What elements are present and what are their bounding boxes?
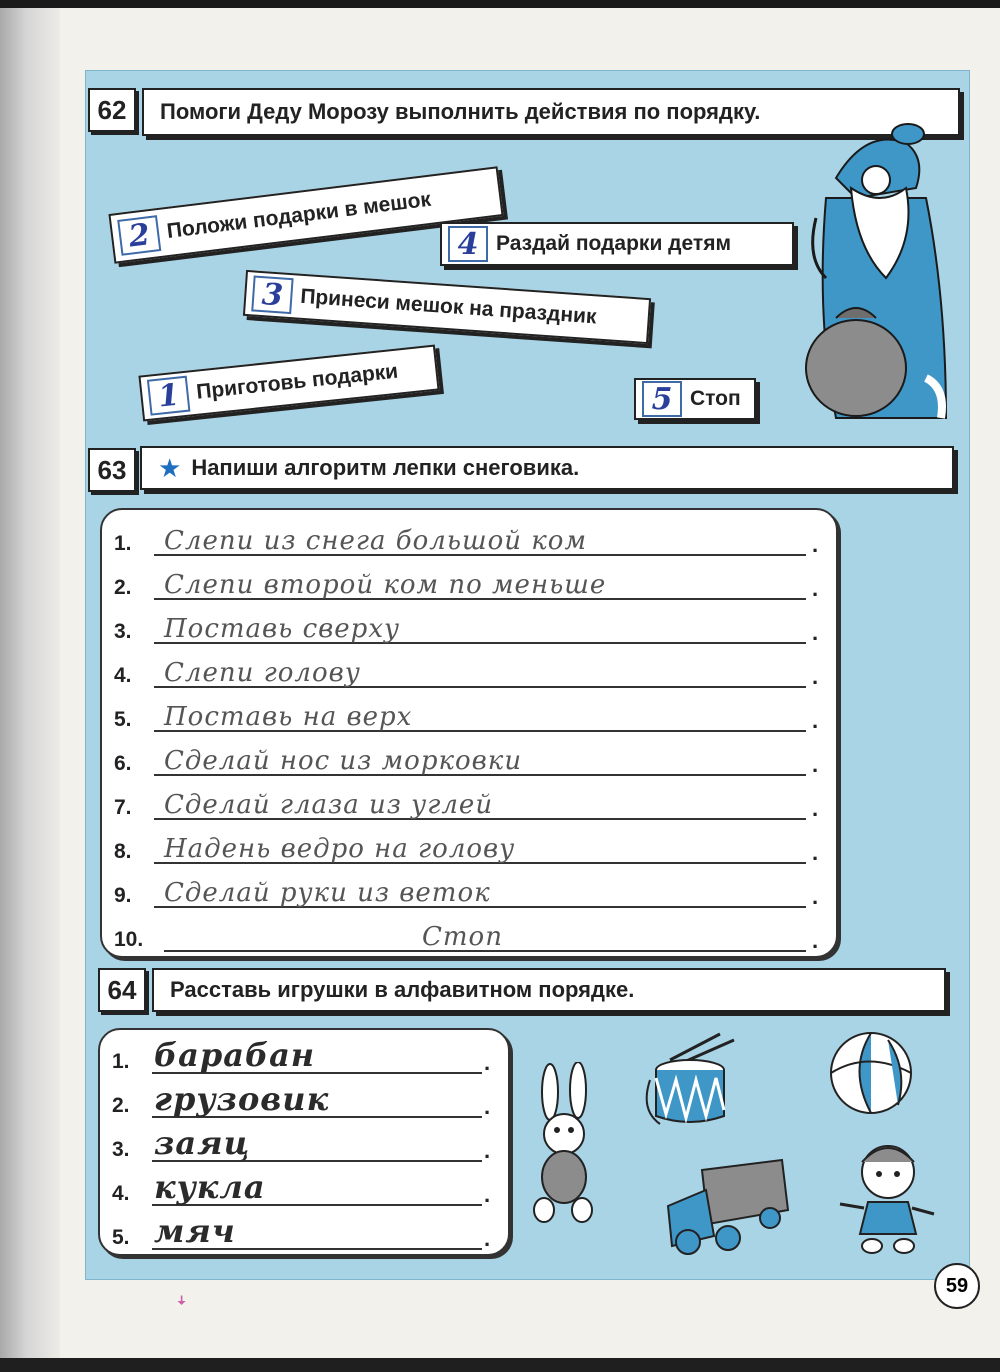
- list-item: 6. Сделай нос из морковки .: [114, 746, 819, 777]
- answer-field[interactable]: Слепи второй ком по меньше: [164, 570, 607, 600]
- card-label: Положи подарки в мешок: [165, 187, 433, 243]
- drum-toy-icon: [640, 1030, 740, 1128]
- card-label: Стоп: [690, 387, 741, 410]
- list-item: 3. Поставь сверху .: [114, 614, 819, 645]
- list-item: 2. грузовик .: [112, 1080, 491, 1119]
- book-spine-shadow: [0, 0, 60, 1372]
- list-item: 4. Слепи голову .: [114, 658, 819, 689]
- toys-alphabetical-list: [98, 1028, 510, 1256]
- task-62-title: Помоги Деду Морозу выполнить действия по порядку.: [142, 88, 960, 136]
- list-item: 4. кукла .: [112, 1168, 491, 1207]
- task-63-number: 63: [88, 448, 136, 492]
- answer-slot[interactable]: 2: [117, 215, 161, 256]
- answer-field[interactable]: кукла: [154, 1168, 266, 1206]
- answer-field[interactable]: Стоп: [422, 922, 503, 952]
- answer-field[interactable]: Надень ведро на голову: [164, 834, 516, 864]
- ball-toy-icon: [828, 1030, 914, 1116]
- ded-moroz-illustration: [796, 118, 956, 444]
- task-63-title-text: Напиши алгоритм лепки снеговика.: [191, 455, 580, 480]
- list-item: 9. Сделай руки из веток .: [114, 878, 819, 909]
- star-icon: ★: [158, 452, 182, 483]
- answer-slot[interactable]: 4: [448, 226, 488, 262]
- list-item: 8. Надень ведро на голову .: [114, 834, 819, 865]
- answer-field[interactable]: Поставь на верх: [164, 702, 413, 732]
- card-label: Раздай подарки детям: [496, 232, 731, 255]
- card-label: Приготовь подарки: [195, 359, 400, 404]
- answer-field[interactable]: Слепи голову: [164, 658, 361, 688]
- list-item: 7. Сделай глаза из углей .: [114, 790, 819, 821]
- answer-slot[interactable]: 5: [642, 381, 682, 417]
- task-62-number: 62: [88, 88, 136, 132]
- page-bottom-edge: [0, 1358, 1000, 1372]
- answer-slot[interactable]: 3: [251, 275, 293, 314]
- task-64-number: 64: [98, 968, 146, 1012]
- list-item: 1. Слепи из снега большой ком .: [114, 526, 819, 557]
- page-number: 59: [934, 1263, 980, 1309]
- truck-toy-icon: [658, 1150, 792, 1260]
- answer-field[interactable]: Поставь сверху: [164, 614, 401, 644]
- card-label: Принеси мешок на праздник: [299, 284, 598, 329]
- answer-field[interactable]: барабан: [154, 1036, 316, 1074]
- answer-field[interactable]: Сделай нос из морковки: [164, 746, 523, 776]
- answer-field[interactable]: Сделай глаза из углей: [164, 790, 494, 820]
- answer-field[interactable]: Слепи из снега большой ком: [164, 526, 588, 556]
- list-item: 5. мяч .: [112, 1212, 491, 1251]
- doll-toy-icon: [834, 1134, 942, 1256]
- list-item: 5. Поставь на верх .: [114, 702, 819, 733]
- pencil-mark: ꜜ: [176, 1296, 187, 1321]
- task-64-title: Расставь игрушки в алфавитном порядке.: [152, 968, 946, 1012]
- list-item: 3. заяц .: [112, 1124, 491, 1163]
- page-top-edge: [0, 0, 1000, 8]
- sequence-card: [440, 222, 794, 266]
- answer-slot[interactable]: 1: [147, 376, 191, 416]
- list-item: 1. барабан .: [112, 1036, 491, 1075]
- answer-field[interactable]: Сделай руки из веток: [164, 878, 491, 908]
- snowman-algorithm-list: [100, 508, 838, 958]
- hare-toy-icon: [520, 1062, 606, 1224]
- list-item: 10. Стоп .: [114, 922, 819, 953]
- task-63-title: [140, 446, 954, 490]
- answer-field[interactable]: мяч: [154, 1212, 236, 1250]
- sequence-card: [634, 378, 756, 420]
- list-item: 2. Слепи второй ком по меньше .: [114, 570, 819, 601]
- answer-field[interactable]: заяц: [154, 1124, 251, 1162]
- answer-field[interactable]: грузовик: [154, 1080, 330, 1118]
